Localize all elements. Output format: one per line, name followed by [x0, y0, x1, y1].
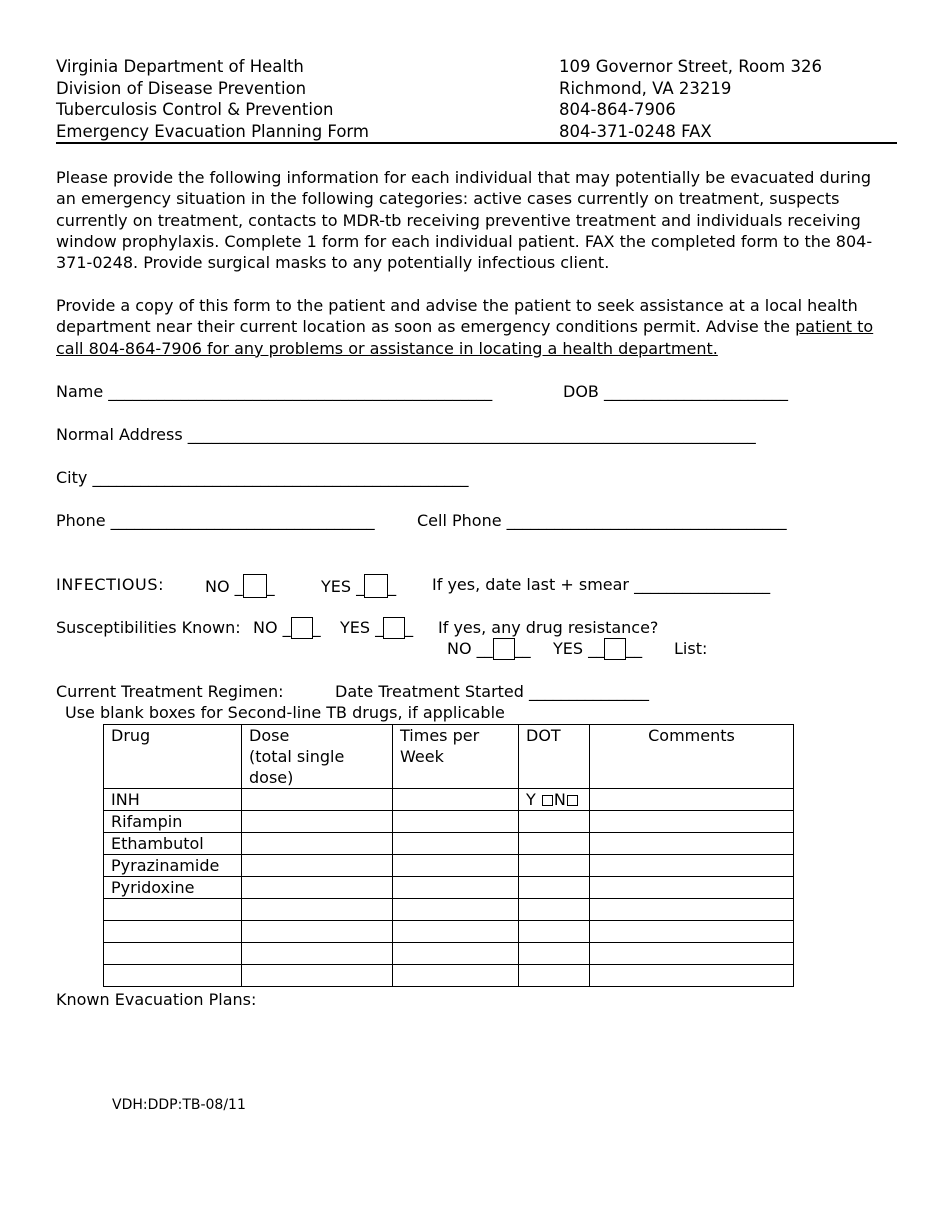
dot-cell[interactable]	[519, 965, 590, 987]
city-field[interactable]: City _______________________________________________	[56, 468, 469, 487]
infectious-no-checkbox[interactable]	[243, 574, 267, 598]
times-cell[interactable]	[393, 965, 519, 987]
comments-cell[interactable]	[590, 943, 794, 965]
col-dose-label: Dose	[249, 726, 290, 745]
treatment-date-label: Date Treatment Started	[335, 682, 524, 701]
dose-cell[interactable]	[242, 811, 393, 833]
phone-field[interactable]: Phone _________________________________	[56, 511, 375, 530]
org-line: Tuberculosis Control & Prevention	[56, 100, 334, 119]
address-line: 109 Governor Street, Room 326	[559, 57, 822, 76]
dose-cell[interactable]	[242, 789, 393, 811]
infectious-yes-label: YES	[321, 577, 352, 596]
address-header	[559, 56, 822, 142]
col-times	[393, 725, 519, 789]
col-drug	[104, 725, 242, 789]
table-row	[104, 943, 794, 965]
org-line: Virginia Department of Health	[56, 57, 304, 76]
resistance-no-checkbox[interactable]	[493, 638, 515, 660]
dot-yes-label: Y	[526, 790, 536, 809]
resistance-yes-checkbox[interactable]	[604, 638, 626, 660]
comments-cell[interactable]	[590, 833, 794, 855]
address-label: Normal Address	[56, 425, 183, 444]
dot-cell[interactable]	[519, 811, 590, 833]
form-title: Emergency Evacuation Planning Form	[56, 121, 369, 141]
dose-cell[interactable]	[242, 899, 393, 921]
susc-no-option: NO _ _	[253, 618, 321, 637]
dot-yes-checkbox[interactable]	[542, 795, 553, 806]
resistance-yes-label: YES	[553, 639, 584, 658]
dose-cell[interactable]	[242, 921, 393, 943]
drug-name: Pyrazinamide	[104, 855, 242, 877]
times-cell[interactable]	[393, 789, 519, 811]
table-header-row	[104, 725, 794, 789]
col-comments-label: Comments	[648, 726, 735, 745]
resistance-question: If yes, any drug resistance?	[438, 618, 659, 637]
drug-name: INH	[104, 789, 242, 811]
dot-cell[interactable]	[519, 921, 590, 943]
infectious-yes-option: YES _ _	[321, 574, 396, 598]
infectious-no-label: NO	[205, 577, 230, 596]
header-divider	[56, 142, 897, 144]
times-cell[interactable]	[393, 833, 519, 855]
comments-cell[interactable]	[590, 811, 794, 833]
drug-name[interactable]	[104, 943, 242, 965]
evacuation-plans-label: Known Evacuation Plans:	[56, 990, 257, 1009]
infectious-yes-checkbox[interactable]	[364, 574, 388, 598]
col-drug-label: Drug	[111, 726, 151, 745]
contact-note: patient to call 804-864-7906 for any problems or assistance in locating a health department.	[56, 317, 874, 358]
table-row	[104, 811, 794, 833]
phone-label: Phone	[56, 511, 106, 530]
table-row	[104, 855, 794, 877]
dot-no-checkbox[interactable]	[567, 795, 578, 806]
org-line: Division of Disease Prevention	[56, 78, 307, 98]
resistance-list-label: List:	[674, 639, 708, 658]
fax-line: 804-371-0248 FAX	[559, 121, 712, 141]
address-line: Richmond, VA 23219	[559, 78, 732, 98]
times-cell[interactable]	[393, 855, 519, 877]
susc-yes-label: YES	[340, 618, 371, 637]
comments-cell[interactable]	[590, 877, 794, 899]
table-row	[104, 877, 794, 899]
infectious-no-option: NO _ _	[205, 574, 275, 598]
col-comments	[590, 725, 794, 789]
col-dose-sublabel: (total single dose)	[249, 747, 345, 787]
phone-line: 804-864-7906	[559, 100, 676, 119]
table-row	[104, 899, 794, 921]
treatment-note: Use blank boxes for Second-line TB drugs, if applicable	[65, 703, 505, 722]
table-row	[104, 965, 794, 987]
table-row	[104, 789, 794, 811]
table-row	[104, 833, 794, 855]
city-label: City	[56, 468, 88, 487]
drug-name[interactable]	[104, 899, 242, 921]
susc-yes-checkbox[interactable]	[383, 617, 405, 639]
dot-no-label: N	[553, 790, 566, 809]
table-row	[104, 921, 794, 943]
cell-phone-field[interactable]: Cell Phone ___________________________________	[417, 511, 787, 530]
dot-cell[interactable]	[519, 833, 590, 855]
dob-field[interactable]: DOB _______________________	[563, 382, 788, 401]
comments-cell[interactable]	[590, 965, 794, 987]
instructions-paragraph-2	[56, 295, 896, 359]
comments-cell[interactable]	[590, 789, 794, 811]
comments-cell[interactable]	[590, 855, 794, 877]
col-times-label: Times per	[400, 726, 480, 745]
susc-no-label: NO	[253, 618, 278, 637]
dot-cell[interactable]	[519, 899, 590, 921]
col-dot	[519, 725, 590, 789]
address-field[interactable]: Normal Address _______________________________________________________________________	[56, 425, 756, 444]
dose-cell[interactable]	[242, 855, 393, 877]
drug-table	[103, 724, 794, 987]
resistance-yes-option: YES __ __	[553, 639, 643, 658]
smear-date-field[interactable]: If yes, date last + smear _________________	[432, 575, 771, 594]
times-cell[interactable]	[393, 811, 519, 833]
name-field[interactable]: Name ________________________________________________	[56, 382, 493, 401]
form-code: VDH:DDP:TB-08/11	[112, 1097, 246, 1113]
resistance-no-option: NO __ __	[447, 639, 531, 658]
treatment-label: Current Treatment Regimen:	[56, 682, 284, 701]
cell-label: Cell Phone	[417, 511, 502, 530]
times-cell[interactable]	[393, 899, 519, 921]
instructions-text: Provide a copy of this form to the patient and advise the patient to seek assistance at a local health department near their current location as soon as emergency conditions permit. Advise the	[56, 296, 858, 337]
col-dose	[242, 725, 393, 789]
susc-yes-option: YES _ _	[340, 618, 414, 637]
dose-cell[interactable]	[242, 943, 393, 965]
susc-no-checkbox[interactable]	[291, 617, 313, 639]
times-cell[interactable]	[393, 943, 519, 965]
smear-date-label: If yes, date last + smear	[432, 575, 630, 594]
comments-cell[interactable]	[590, 899, 794, 921]
infectious-label: INFECTIOUS:	[56, 575, 165, 594]
times-cell[interactable]	[393, 877, 519, 899]
dose-cell[interactable]	[242, 877, 393, 899]
susceptibilities-label: Susceptibilities Known:	[56, 618, 241, 637]
dot-cell	[519, 789, 590, 811]
col-dot-label: DOT	[526, 726, 561, 745]
drug-name: Ethambutol	[104, 833, 242, 855]
dot-cell[interactable]	[519, 877, 590, 899]
times-cell[interactable]	[393, 921, 519, 943]
col-times-sublabel: Week	[400, 747, 444, 766]
comments-cell[interactable]	[590, 921, 794, 943]
org-header	[56, 56, 369, 142]
name-label: Name	[56, 382, 104, 401]
resistance-no-label: NO	[447, 639, 472, 658]
dose-cell[interactable]	[242, 833, 393, 855]
dob-label: DOB	[563, 382, 599, 401]
instructions-paragraph-1: Please provide the following information for each individual that may potentially be evacuated during an emergency situation in the following categories: active cases currently on treatment, suspects currently on treatment, contacts to MDR-tb receiving preventive treatment and individuals receiving window prophylaxis. Complete 1 form for each individual patient. FAX the completed form to the 804-371-0248. Provide surgical masks to any potentially infectious client.	[56, 168, 873, 273]
drug-name: Pyridoxine	[104, 877, 242, 899]
drug-name[interactable]	[104, 965, 242, 987]
treatment-date-field[interactable]: Date Treatment Started _______________	[335, 682, 650, 701]
drug-name[interactable]	[104, 921, 242, 943]
dot-cell[interactable]	[519, 943, 590, 965]
dot-cell[interactable]	[519, 855, 590, 877]
dose-cell[interactable]	[242, 965, 393, 987]
drug-name: Rifampin	[104, 811, 242, 833]
